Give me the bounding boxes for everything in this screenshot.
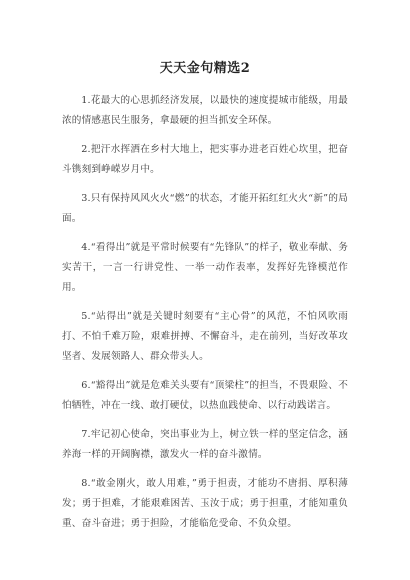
paragraph-3: 3.只有保持风风火火“燃”的状态，才能开拓红红火火“新”的局面。 [62, 193, 348, 224]
paragraph-1: 1.花最大的心思抓经济发展，以最快的速度提城市能级，用最浓的情感惠民生服务，拿最硬的担当抓安全环保。 [62, 95, 348, 126]
paragraph-6: 6.“豁得出”就是危难关头要有“顶梁柱”的担当，不畏艰险、不怕牺牲，冲在一线、敢打硬仗，以热血践使命、以行动践诺言。 [62, 380, 348, 411]
paragraph-8: 8.“敢金刚火，敢人用难，”勇于担责，才能功不唐捐、厚积薄发；勇于担难，才能艰难困苦、玉汝于成；勇于担重，才能知重负重、奋斗奋进；勇于担险，才能临危受命、不负众望。 [62, 478, 348, 529]
paragraph-2: 2.把汗水挥洒在乡村大地上，把实事办进老百姓心坎里，把奋斗镌刻到峥嵘岁月中。 [62, 144, 348, 175]
paragraph-4: 4.“看得出”就是平常时候要有“先锋队”的样子，敬业奉献、务实苦干，一言一行讲党性、一举一动作表率，发挥好先锋模范作用。 [62, 242, 348, 293]
paragraph-5: 5.“站得出”就是关键时刻要有“主心骨”的风范，不怕风吹雨打、不怕千难万险，艰难拼搏、不懈奋斗，走在前列，当好改革攻坚者、发展领路人、群众带头人。 [62, 311, 348, 362]
document-title: 天天金句精选2 [159, 61, 251, 76]
paragraph-7: 7.牢记初心使命，突出事业为上，树立铁一样的坚定信念，涵养海一样的开阔胸襟，激发火一样的奋斗激情。 [62, 429, 348, 460]
